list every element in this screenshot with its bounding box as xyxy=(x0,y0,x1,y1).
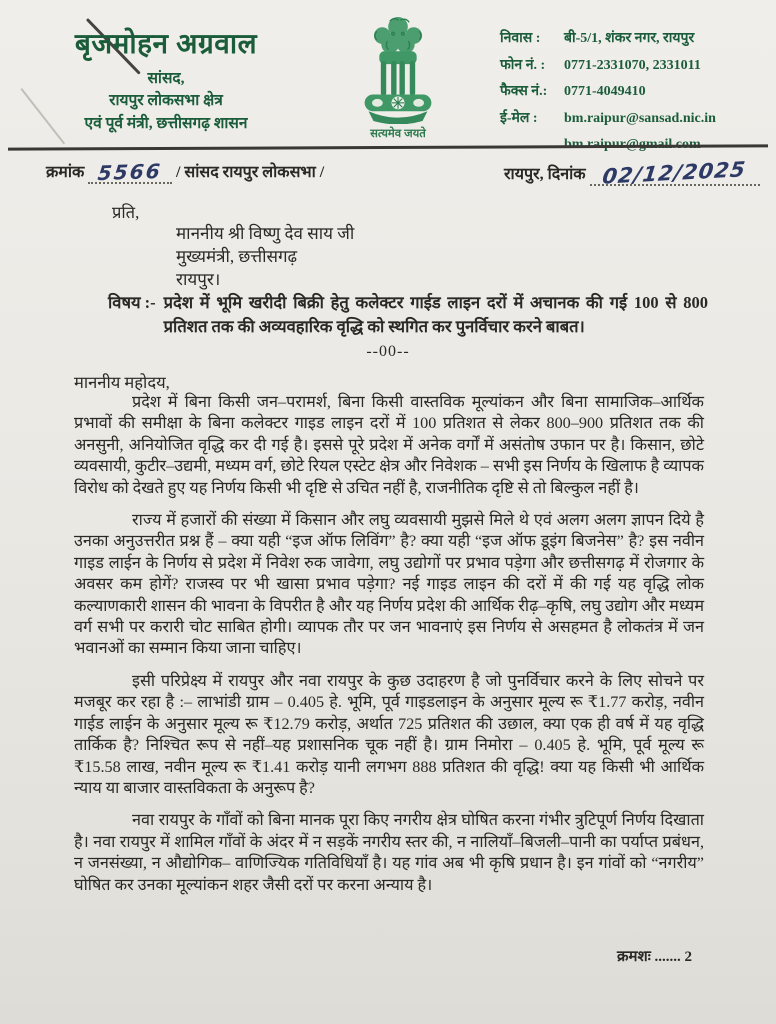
section-divider: --00-- xyxy=(366,343,410,360)
recipient-name: माननीय श्री विष्णु देव साय जी xyxy=(176,224,355,243)
letter-body xyxy=(74,392,704,907)
body-paragraph-1: प्रदेश में बिना किसी जन–परामर्श, बिना किसी वास्तविक मूल्यांकन और बिना सामाजिक–आर्थिक प्रभावों की समीक्षा के बिना कलेक्टर गाइड लाइन दरों में 100 प्रतिशत से लेकर 800–900 प्रतिशत तक की अनसुनी, अनियोजित वृद्धि कर दी गई है। इससे पूरे प्रदेश में अनेक वर्गों में असंतोष उफान पर है। किसान, छोटे व्यवसायी, कुटीर–उद्यमी, मध्यम वर्ग, छोटे रियल एस्टेट क्षेत्र और निवेशक – सभी इस निर्णय के खिलाफ है व्यापक विरोध को देखते हुए यह निर्णय किसी भी दृष्टि से उचित नहीं है, राजनीतिक दृष्टि से तो बिल्कुल नहीं है। xyxy=(74,393,704,497)
reference-row xyxy=(46,157,748,189)
ref-number-handwritten: 5566 xyxy=(96,158,164,186)
contact-value: 0771-2331070, 2331011 xyxy=(564,57,701,73)
letterhead-sender-block xyxy=(28,24,304,135)
sender-title-line: रायपुर लोकसभा क्षेत्र xyxy=(109,92,223,110)
recipient-block xyxy=(176,222,354,291)
contact-row-email-1 xyxy=(500,110,766,128)
place-date-label: रायपुर, दिनांक xyxy=(504,166,586,183)
contact-label: ई-मेल : xyxy=(500,110,538,126)
ref-number-field xyxy=(88,158,172,184)
contact-label: फैक्स नं.: xyxy=(500,84,548,99)
contact-row-phone xyxy=(500,57,766,75)
body-paragraph-4: नवा रायपुर के गाँवों को बिना मानक पूरा किए नगरीय क्षेत्र घोषित करना गंभीर त्रुटिपूर्ण निर्णय दिखाता है। नवा रायपुर में शामिल गाँवों के अंदर में न सड़कें नगरीय स्तर की, न नालियाँ–बिजली–पानी का पर्याप्त प्रबंधन, न जनसंख्या, न औद्योगिक– वाणिज्यिक गतिविधियाँ है। यह गांव अब भी कृषि प्रधान है। इन गांवों को “नगरीय” घोषित कर उनका मूल्यांकन शहर जैसी दरों पर करना अन्याय है। xyxy=(74,811,704,894)
letterhead-contact-block xyxy=(500,30,766,163)
sender-title-line: एवं पूर्व मंत्री, छत्तीसगढ़ शासन xyxy=(84,114,248,132)
contact-row-residence xyxy=(500,30,766,48)
national-emblem-block xyxy=(340,12,456,141)
subject-block xyxy=(108,291,708,339)
to-label: प्रति, xyxy=(112,203,140,222)
body-paragraph-3: इसी परिप्रेक्ष्य में रायपुर और नवा रायपुर के कुछ उदाहरण है जो पुनर्विचार करने के लिए सोचने पर मजबूर कर रहा है :– लाभांडी ग्राम – 0.405 हे. भूमि, पूर्व गाइडलाइन के अनुसार मूल्य रू ₹1.77 करोड़, नवीन गाईड लाईन के अनुसार मूल्य रू ₹12.79 करोड़, अर्थात 725 प्रतिशत की उछाल, क्या एक ही वर्ष में यह वृद्धि तार्किक है? निश्चित रूप से नहीं–यह प्रशासनिक चूक नहीं है। ग्राम निमोरा – 0.405 हे. भूमि, पूर्व मूल्य रू ₹15.58 लाख, नवीन मूल्य रू ₹1.41 करोड़ यानी लगभग 888 प्रतिशत की वृद्धि! क्या यह किसी भी आर्थिक न्याय या बाजार वास्तविकता के अनुरूप है? xyxy=(74,671,704,797)
recipient-city: रायपुर। xyxy=(176,270,221,289)
salutation: माननीय महोदय, xyxy=(74,373,170,392)
contact-value: 0771-4049410 xyxy=(564,84,646,99)
contact-label: फोन नं. : xyxy=(500,57,546,73)
place-date-block xyxy=(504,157,764,189)
contact-value: bm.raipur@sansad.nic.in xyxy=(564,110,716,126)
recipient-designation: मुख्यमंत्री, छत्तीसगढ़ xyxy=(176,247,298,266)
contact-row-fax xyxy=(500,83,766,101)
date-handwritten: 02/12/2025 xyxy=(601,157,748,189)
subject-text: प्रदेश में भूमि खरीदी बिक्री हेतु कलेक्टर गाईड लाइन दरों में अचानक की गई 100 से 800 प्रतिशत तक की अव्यवहारिक वृद्धि को स्थगित कर पुनर्विचार करने बाबत। xyxy=(163,293,708,336)
ref-number-label: क्रमांक xyxy=(46,164,85,181)
contact-label: निवास : xyxy=(500,31,541,46)
contact-value: बी-5/1, शंकर नगर, रायपुर xyxy=(564,31,695,46)
sender-name: बृजमोहन अग्रवाल xyxy=(74,29,258,60)
date-field xyxy=(590,157,760,189)
sender-title-line: सांसद, xyxy=(147,70,185,87)
body-paragraph-2: राज्य में हजारों की संख्या में किसान और लघु व्यवसायी मुझसे मिले थे एवं अलग अलग ज्ञापन दिये है उनका अनुउत्तरीत प्रश्न हैं – क्या यही “इज ऑफ लिविंग” है? क्या यही “इज ऑफ डूइंग बिजनेस” है? इस नवीन गाइड लाईन के निर्णय से प्रदेश में निवेश रुक जावेगा, लघु उद्योगों पर प्रभाव पड़ेगा और छत्तीसगढ़ में रोजगार के अवसर कम होगें? राजस्व पर भी खासा प्रभाव पड़ेगा? नई गाइड लाइन की दरों में की गई यह वृद्धि लोक कल्याणकारी शासन की भावना के विपरीत है और यह निर्णय प्रदेश की आर्थिक रीढ़–कृषि, लघु उद्योग और मध्यम वर्ग सभी पर करारी चोट साबित होगी। व्यापक तौर पर जन भावनाएं इस निर्णय से असहमत है लोकतंत्र में जन भवानओं का सम्मान किया जाना चाहिए। xyxy=(74,511,704,658)
emblem-motto: सत्यमेव जयते xyxy=(370,128,426,140)
subject-label: विषय :- xyxy=(108,293,156,312)
ref-suffix: / सांसद रायपुर लोकसभा / xyxy=(175,164,325,181)
ashoka-lion-capital-icon xyxy=(344,12,452,124)
continuation-note: क्रमशः ....... 2 xyxy=(617,949,692,965)
